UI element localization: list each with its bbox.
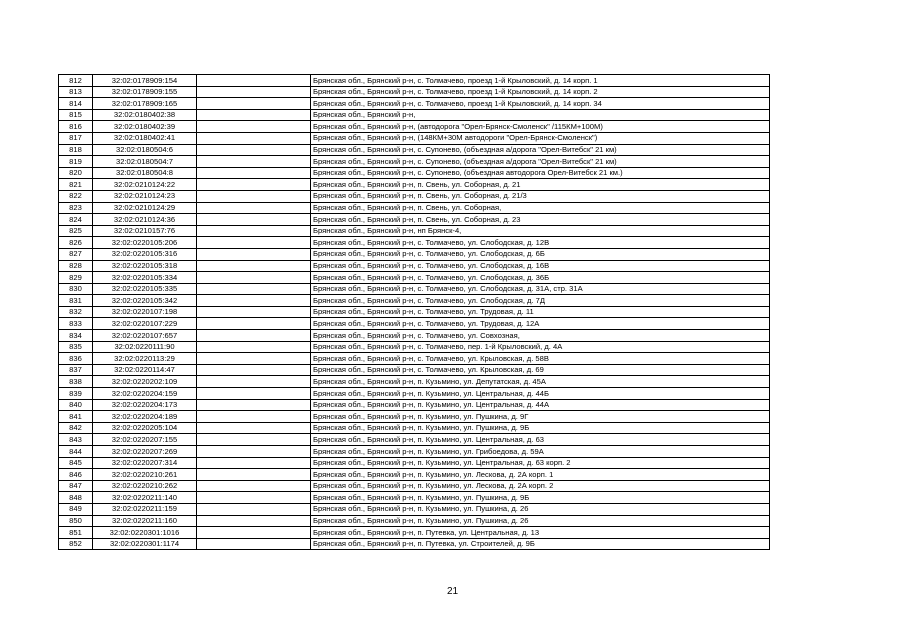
address-cell: Брянская обл., Брянский р-н, с. Толмачево, ул. Слободская, д. 16В <box>311 260 770 272</box>
empty-cell <box>197 306 311 318</box>
address-cell: Брянская обл., Брянский р-н, с. Толмачево, ул. Слободская, д. 36Б <box>311 272 770 284</box>
table-row <box>59 202 770 214</box>
cadastral-number-cell: 32:02:0180504:6 <box>93 144 197 156</box>
address-cell: Брянская обл., Брянский р-н, п. Кузьмино, ул. Центральная, д. 63 <box>311 434 770 446</box>
row-number-cell: 816 <box>59 121 93 133</box>
table-row <box>59 446 770 458</box>
cadastral-number-cell: 32:02:0220105:316 <box>93 248 197 260</box>
address-cell: Брянская обл., Брянский р-н, п. Свень, ул. Соборная, д. 21 <box>311 179 770 191</box>
address-cell: Брянская обл., Брянский р-н, с. Толмачево, пер. 1-й Крыловский, д. 4А <box>311 341 770 353</box>
row-number-cell: 851 <box>59 527 93 539</box>
row-number-cell: 850 <box>59 515 93 527</box>
row-number-cell: 818 <box>59 144 93 156</box>
row-number-cell: 828 <box>59 260 93 272</box>
empty-cell <box>197 376 311 388</box>
cadastral-number-cell: 32:02:0210124:22 <box>93 179 197 191</box>
row-number-cell: 819 <box>59 156 93 168</box>
empty-cell <box>197 446 311 458</box>
empty-cell <box>197 75 311 87</box>
table-row <box>59 167 770 179</box>
empty-cell <box>197 132 311 144</box>
cadastral-number-cell: 32:02:0220107:198 <box>93 306 197 318</box>
address-cell: Брянская обл., Брянский р-н, с. Толмачево, ул. Трудовая, д. 12А <box>311 318 770 330</box>
row-number-cell: 834 <box>59 330 93 342</box>
cadastral-number-cell: 32:02:0220211:160 <box>93 515 197 527</box>
cadastral-number-cell: 32:02:0210124:36 <box>93 214 197 226</box>
row-number-cell: 845 <box>59 457 93 469</box>
cadastral-number-cell: 32:02:0178909:154 <box>93 75 197 87</box>
cadastral-number-cell: 32:02:0220204:159 <box>93 388 197 400</box>
empty-cell <box>197 480 311 492</box>
cadastral-number-cell: 32:02:0210124:29 <box>93 202 197 214</box>
row-number-cell: 827 <box>59 248 93 260</box>
table-row <box>59 515 770 527</box>
address-cell: Брянская обл., Брянский р-н, с. Толмачево, проезд 1-й Крыловский, д. 14 корп. 1 <box>311 75 770 87</box>
table-row <box>59 179 770 191</box>
address-cell: Брянская обл., Брянский р-н, п. Путевка, ул. Строителей, д. 9Б <box>311 538 770 550</box>
table-row <box>59 399 770 411</box>
empty-cell <box>197 144 311 156</box>
empty-cell <box>197 318 311 330</box>
row-number-cell: 820 <box>59 167 93 179</box>
address-cell: Брянская обл., Брянский р-н, п. Кузьмино, ул. Депутатская, д. 45А <box>311 376 770 388</box>
table-row <box>59 75 770 87</box>
page-number: 21 <box>446 586 459 597</box>
cadastral-number-cell: 32:02:0178909:165 <box>93 98 197 110</box>
cadastral-register-table <box>58 74 770 550</box>
cadastral-number-cell: 32:02:0220207:155 <box>93 434 197 446</box>
table-row <box>59 144 770 156</box>
empty-cell <box>197 422 311 434</box>
table-body <box>59 75 770 550</box>
address-cell: Брянская обл., Брянский р-н, с. Толмачево, ул. Крыловская, д. 58В <box>311 353 770 365</box>
table-row <box>59 237 770 249</box>
empty-cell <box>197 434 311 446</box>
cadastral-number-cell: 32:02:0220205:104 <box>93 422 197 434</box>
table-row <box>59 411 770 423</box>
row-number-cell: 837 <box>59 364 93 376</box>
empty-cell <box>197 295 311 307</box>
row-number-cell: 852 <box>59 538 93 550</box>
table-row <box>59 306 770 318</box>
table-row <box>59 330 770 342</box>
cadastral-number-cell: 32:02:0220107:229 <box>93 318 197 330</box>
address-cell: Брянская обл., Брянский р-н, п. Кузьмино, ул. Центральная, д. 44А <box>311 399 770 411</box>
table-row <box>59 538 770 550</box>
empty-cell <box>197 272 311 284</box>
empty-cell <box>197 330 311 342</box>
cadastral-number-cell: 32:02:0220105:342 <box>93 295 197 307</box>
address-cell: Брянская обл., Брянский р-н, с. Супонево, (объездная автодорога Орел-Витебск 21 км.) <box>311 167 770 179</box>
empty-cell <box>197 190 311 202</box>
row-number-cell: 835 <box>59 341 93 353</box>
row-number-cell: 849 <box>59 503 93 515</box>
empty-cell <box>197 527 311 539</box>
empty-cell <box>197 225 311 237</box>
row-number-cell: 826 <box>59 237 93 249</box>
address-cell: Брянская обл., Брянский р-н, с. Толмачево, проезд 1-й Крыловский, д. 14 корп. 34 <box>311 98 770 110</box>
empty-cell <box>197 237 311 249</box>
cadastral-number-cell: 32:02:0220210:262 <box>93 480 197 492</box>
empty-cell <box>197 98 311 110</box>
address-cell: Брянская обл., Брянский р-н, п. Кузьмино, ул. Пушкина, д. 26 <box>311 515 770 527</box>
address-cell: Брянская обл., Брянский р-н, с. Толмачево, ул. Совхозная, <box>311 330 770 342</box>
table-row <box>59 156 770 168</box>
address-cell: Брянская обл., Брянский р-н, п. Свень, ул. Соборная, д. 23 <box>311 214 770 226</box>
cadastral-number-cell: 32:02:0220114:47 <box>93 364 197 376</box>
row-number-cell: 825 <box>59 225 93 237</box>
cadastral-number-cell: 32:02:0220204:189 <box>93 411 197 423</box>
empty-cell <box>197 214 311 226</box>
cadastral-number-cell: 32:02:0220301:1174 <box>93 538 197 550</box>
table-row <box>59 469 770 481</box>
row-number-cell: 814 <box>59 98 93 110</box>
table-row <box>59 121 770 133</box>
table-row <box>59 98 770 110</box>
table-row <box>59 86 770 98</box>
table-row <box>59 353 770 365</box>
address-cell: Брянская обл., Брянский р-н, (автодорога "Орел-Брянск-Смоленск" /115КМ+100М) <box>311 121 770 133</box>
address-cell: Брянская обл., Брянский р-н, с. Толмачево, ул. Слободская, д. 12В <box>311 237 770 249</box>
cadastral-number-cell: 32:02:0220207:314 <box>93 457 197 469</box>
row-number-cell: 842 <box>59 422 93 434</box>
table-row <box>59 364 770 376</box>
address-cell: Брянская обл., Брянский р-н, п. Свень, ул. Соборная, д. 21/3 <box>311 190 770 202</box>
cadastral-number-cell: 32:02:0180402:38 <box>93 109 197 121</box>
table-row <box>59 457 770 469</box>
table-row <box>59 503 770 515</box>
cadastral-number-cell: 32:02:0210124:23 <box>93 190 197 202</box>
table-row <box>59 132 770 144</box>
cadastral-number-cell: 32:02:0220210:261 <box>93 469 197 481</box>
empty-cell <box>197 167 311 179</box>
cadastral-number-cell: 32:02:0180504:8 <box>93 167 197 179</box>
row-number-cell: 824 <box>59 214 93 226</box>
cadastral-number-cell: 32:02:0180402:41 <box>93 132 197 144</box>
cadastral-number-cell: 32:02:0180504:7 <box>93 156 197 168</box>
row-number-cell: 822 <box>59 190 93 202</box>
row-number-cell: 831 <box>59 295 93 307</box>
empty-cell <box>197 515 311 527</box>
address-cell: Брянская обл., Брянский р-н, п. Свень, ул. Соборная, <box>311 202 770 214</box>
row-number-cell: 848 <box>59 492 93 504</box>
row-number-cell: 817 <box>59 132 93 144</box>
address-cell: Брянская обл., Брянский р-н, с. Толмачево, ул. Слободская, д. 6Б <box>311 248 770 260</box>
address-cell: Брянская обл., Брянский р-н, с. Супонево, (объездная а/дорога "Орел-Витебск" 21 км) <box>311 144 770 156</box>
row-number-cell: 812 <box>59 75 93 87</box>
table-row <box>59 260 770 272</box>
empty-cell <box>197 121 311 133</box>
table-row <box>59 434 770 446</box>
table-row <box>59 214 770 226</box>
empty-cell <box>197 341 311 353</box>
row-number-cell: 838 <box>59 376 93 388</box>
address-cell: Брянская обл., Брянский р-н, п. Кузьмино, ул. Пушкина, д. 9Б <box>311 492 770 504</box>
cadastral-number-cell: 32:02:0220105:206 <box>93 237 197 249</box>
address-cell: Брянская обл., Брянский р-н, п. Кузьмино, ул. Грибоедова, д. 59А <box>311 446 770 458</box>
row-number-cell: 844 <box>59 446 93 458</box>
address-cell: Брянская обл., Брянский р-н, с. Толмачево, ул. Трудовая, д. 11 <box>311 306 770 318</box>
table-row <box>59 318 770 330</box>
cadastral-number-cell: 32:02:0220204:173 <box>93 399 197 411</box>
address-cell: Брянская обл., Брянский р-н, с. Толмачево, ул. Слободская, д. 31А, стр. 31А <box>311 283 770 295</box>
cadastral-number-cell: 32:02:0220202:109 <box>93 376 197 388</box>
empty-cell <box>197 109 311 121</box>
row-number-cell: 839 <box>59 388 93 400</box>
table-row <box>59 109 770 121</box>
cadastral-number-cell: 32:02:0220301:1016 <box>93 527 197 539</box>
address-cell: Брянская обл., Брянский р-н, п. Кузьмино, ул. Лескова, д. 2А корп. 1 <box>311 469 770 481</box>
address-cell: Брянская обл., Брянский р-н, п. Кузьмино, ул. Пушкина, д. 9Г <box>311 411 770 423</box>
address-cell: Брянская обл., Брянский р-н, с. Толмачево, ул. Слободская, д. 7Д <box>311 295 770 307</box>
row-number-cell: 815 <box>59 109 93 121</box>
row-number-cell: 847 <box>59 480 93 492</box>
cadastral-number-cell: 32:02:0210157:76 <box>93 225 197 237</box>
empty-cell <box>197 538 311 550</box>
row-number-cell: 829 <box>59 272 93 284</box>
cadastral-number-cell: 32:02:0220107:657 <box>93 330 197 342</box>
cadastral-number-cell: 32:02:0220207:269 <box>93 446 197 458</box>
row-number-cell: 832 <box>59 306 93 318</box>
table-row <box>59 295 770 307</box>
empty-cell <box>197 86 311 98</box>
row-number-cell: 843 <box>59 434 93 446</box>
address-cell: Брянская обл., Брянский р-н, нп Брянск-4, <box>311 225 770 237</box>
cadastral-number-cell: 32:02:0220105:318 <box>93 260 197 272</box>
row-number-cell: 830 <box>59 283 93 295</box>
table-row <box>59 492 770 504</box>
address-cell: Брянская обл., Брянский р-н, <box>311 109 770 121</box>
cadastral-number-cell: 32:02:0220111:90 <box>93 341 197 353</box>
empty-cell <box>197 156 311 168</box>
empty-cell <box>197 364 311 376</box>
empty-cell <box>197 202 311 214</box>
address-cell: Брянская обл., Брянский р-н, с. Толмачево, ул. Крыловская, д. 69 <box>311 364 770 376</box>
table-row <box>59 422 770 434</box>
row-number-cell: 836 <box>59 353 93 365</box>
table-row <box>59 527 770 539</box>
row-number-cell: 813 <box>59 86 93 98</box>
cadastral-number-cell: 32:02:0220113:29 <box>93 353 197 365</box>
cadastral-number-cell: 32:02:0220211:159 <box>93 503 197 515</box>
empty-cell <box>197 399 311 411</box>
row-number-cell: 823 <box>59 202 93 214</box>
empty-cell <box>197 283 311 295</box>
cadastral-number-cell: 32:02:0180402:39 <box>93 121 197 133</box>
cadastral-number-cell: 32:02:0220211:140 <box>93 492 197 504</box>
empty-cell <box>197 388 311 400</box>
cadastral-number-cell: 32:02:0220105:335 <box>93 283 197 295</box>
row-number-cell: 840 <box>59 399 93 411</box>
table-row <box>59 388 770 400</box>
address-cell: Брянская обл., Брянский р-н, (148КМ+30М автодороги "Орел-Брянск-Смоленск") <box>311 132 770 144</box>
row-number-cell: 841 <box>59 411 93 423</box>
address-cell: Брянская обл., Брянский р-н, п. Кузьмино, ул. Пушкина, д. 26 <box>311 503 770 515</box>
table-row <box>59 283 770 295</box>
table-row <box>59 480 770 492</box>
empty-cell <box>197 411 311 423</box>
address-cell: Брянская обл., Брянский р-н, п. Кузьмино, ул. Пушкина, д. 9Б <box>311 422 770 434</box>
address-cell: Брянская обл., Брянский р-н, п. Кузьмино, ул. Центральная, д. 63 корп. 2 <box>311 457 770 469</box>
table-row <box>59 248 770 260</box>
address-cell: Брянская обл., Брянский р-н, с. Толмачево, проезд 1-й Крыловский, д. 14 корп. 2 <box>311 86 770 98</box>
row-number-cell: 833 <box>59 318 93 330</box>
cadastral-number-cell: 32:02:0178909:155 <box>93 86 197 98</box>
empty-cell <box>197 248 311 260</box>
row-number-cell: 821 <box>59 179 93 191</box>
empty-cell <box>197 353 311 365</box>
table-row <box>59 341 770 353</box>
table-row <box>59 272 770 284</box>
empty-cell <box>197 469 311 481</box>
empty-cell <box>197 179 311 191</box>
table-row <box>59 376 770 388</box>
row-number-cell: 846 <box>59 469 93 481</box>
address-cell: Брянская обл., Брянский р-н, с. Супонево, (объездная а/дорога "Орел-Витебск" 21 км) <box>311 156 770 168</box>
table-row <box>59 190 770 202</box>
empty-cell <box>197 503 311 515</box>
table-row <box>59 225 770 237</box>
address-cell: Брянская обл., Брянский р-н, п. Путевка, ул. Центральная, д. 13 <box>311 527 770 539</box>
address-cell: Брянская обл., Брянский р-н, п. Кузьмино, ул. Лескова, д. 2А корп. 2 <box>311 480 770 492</box>
empty-cell <box>197 492 311 504</box>
cadastral-number-cell: 32:02:0220105:334 <box>93 272 197 284</box>
address-cell: Брянская обл., Брянский р-н, п. Кузьмино, ул. Центральная, д. 44Б <box>311 388 770 400</box>
empty-cell <box>197 260 311 272</box>
empty-cell <box>197 457 311 469</box>
